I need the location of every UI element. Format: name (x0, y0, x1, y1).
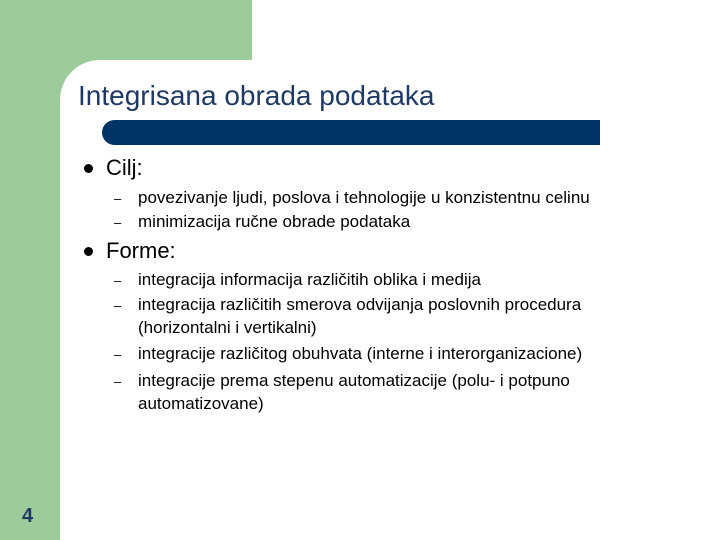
bullet-label: Cilj: (106, 155, 143, 180)
sub-item-text: integracija informacija različitih oblika i medija (138, 270, 481, 289)
bullet-dot-icon (84, 164, 93, 173)
dash-icon: – (114, 374, 122, 389)
title-underline-bar (102, 120, 600, 145)
dash-icon: – (114, 347, 122, 362)
sub-item-text: integracije prema stepenu automatizacije (polu- i potpuno (138, 371, 570, 390)
sub-item-text: integracija različitih smerova odvijanja poslovnih procedura (138, 295, 582, 314)
dash-icon: – (114, 298, 122, 313)
dash-icon: – (114, 273, 122, 288)
slide-number: 4 (22, 505, 34, 527)
sub-item-text: integracije različitog obuhvata (interne i interorganizacione) (138, 344, 583, 363)
slide-title: Integrisana obrada podataka (78, 80, 435, 111)
sub-item-text: povezivanje ljudi, poslova i tehnologije u konzistentnu celinu (138, 188, 590, 207)
bullet-label: Forme: (106, 238, 176, 263)
dash-icon: – (114, 191, 122, 206)
sub-item-text: automatizovane) (138, 394, 264, 413)
bullet-dot-icon (84, 247, 93, 256)
sub-item-text: minimizacija ručne obrade podataka (138, 212, 411, 231)
dash-icon: – (114, 215, 122, 230)
sub-item-text: (horizontalni i vertikalni) (138, 318, 317, 337)
